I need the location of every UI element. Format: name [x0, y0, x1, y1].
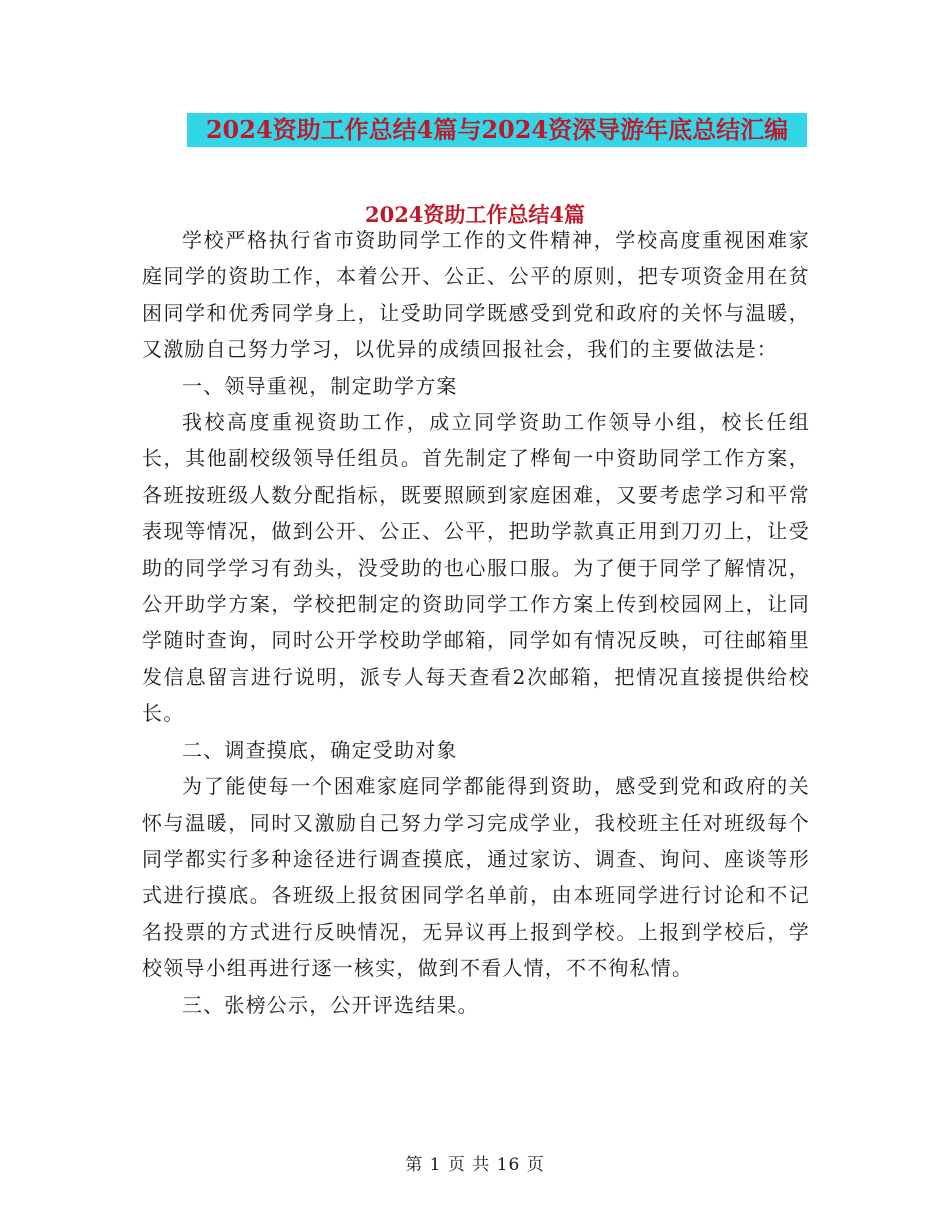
heading-1: 一、领导重视，制定助学方案	[182, 373, 458, 398]
document-body	[142, 222, 810, 1023]
heading-3: 三、张榜公示，公开评选结果。	[182, 992, 479, 1017]
paragraph-survey: 为了能使每一个困难家庭同学都能得到资助，感受到党和政府的关怀与温暖，同时又激励自己努力学习完成学业，我校班主任对班级每个同学都实行多种途径进行调查摸底，通过家访、调查、询问、座谈等形式进行摸底。各班级上报贫困同学名单前，由本班同学进行讨论和不记名投票的方式进行反映情况，无异议再上报到学校。上报到学校后，学校领导小组再进行逐一核实，做到不看人情，不不徇私情。	[142, 774, 810, 981]
document-title: 2024资助工作总结4篇与2024资深导游年底总结汇编	[187, 113, 807, 147]
page-number-footer: 第 1 页 共 16 页	[405, 1155, 545, 1175]
paragraph-intro: 学校严格执行省市资助同学工作的文件精神，学校高度重视困难家庭同学的资助工作，本着公开、公正、公平的原则，把专项资金用在贫困同学和优秀同学身上，让受助同学既感受到党和政府的关怀与温暖，又激励自己努力学习，以优异的成绩回报社会，我们的主要做法是：	[142, 228, 810, 362]
section-title: 2024资助工作总结4篇	[364, 202, 586, 227]
heading-2: 二、调查摸底，确定受助对象	[182, 737, 458, 762]
paragraph-leadership: 我校高度重视资助工作，成立同学资助工作领导小组，校长任组长，其他副校级领导任组员。首先制定了桦甸一中资助同学工作方案，各班按班级人数分配指标，既要照顾到家庭困难，又要考虑学习和平常表现等情况，做到公开、公正、公平，把助学款真正用到刀刃上，让受助的同学学习有劲头，没受助的也心服口服。为了便于同学了解情况，公开助学方案，学校把制定的资助同学工作方案上传到校园网上，让同学随时查询，同时公开学校助学邮箱，同学如有情况反映，可往邮箱里发信息留言进行说明，派专人每天查看2次邮箱，把情况直接提供给校长。	[142, 410, 810, 726]
